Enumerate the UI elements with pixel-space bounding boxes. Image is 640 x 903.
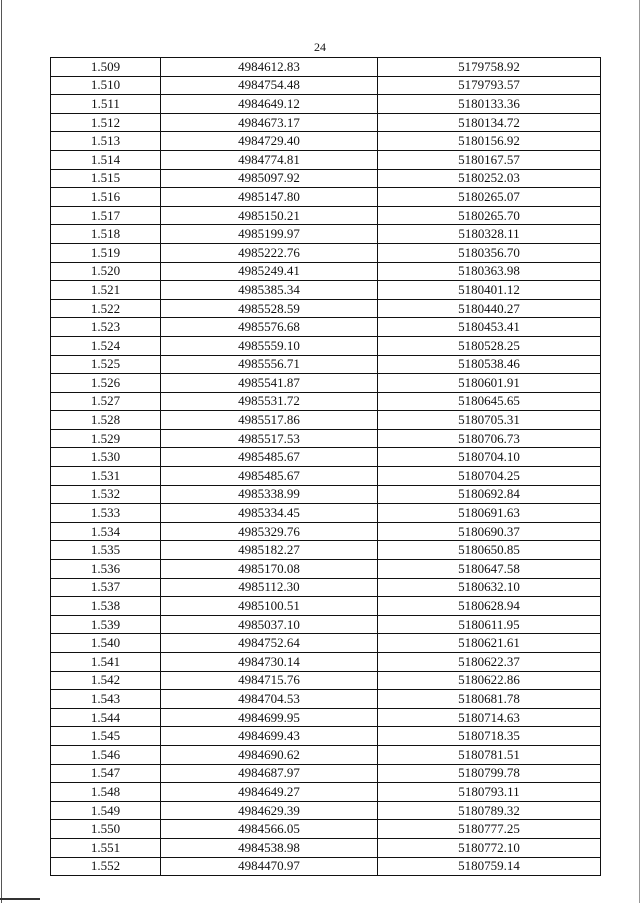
table-row [51, 560, 601, 579]
y-coordinate-cell: 5180265.07 [378, 188, 601, 207]
table-row [51, 727, 601, 746]
y-coordinate-cell: 5180622.37 [378, 653, 601, 672]
table-row [51, 429, 601, 448]
y-coordinate-cell: 5180134.72 [378, 113, 601, 132]
y-coordinate-cell: 5180647.58 [378, 560, 601, 579]
table-row [51, 615, 601, 634]
page-number: 24 [314, 40, 326, 54]
y-coordinate-cell: 5180401.12 [378, 281, 601, 300]
x-coordinate-cell: 4985222.76 [161, 243, 378, 262]
point-id-cell: 1.522 [51, 299, 161, 318]
table-row [51, 58, 601, 77]
point-id-cell: 1.525 [51, 355, 161, 374]
point-id-cell: 1.542 [51, 671, 161, 690]
y-coordinate-cell: 5180538.46 [378, 355, 601, 374]
x-coordinate-cell: 4985199.97 [161, 225, 378, 244]
point-id-cell: 1.533 [51, 504, 161, 523]
table-row [51, 411, 601, 430]
point-id-cell: 1.524 [51, 336, 161, 355]
x-coordinate-cell: 4984774.81 [161, 150, 378, 169]
point-id-cell: 1.516 [51, 188, 161, 207]
point-id-cell: 1.509 [51, 58, 161, 77]
x-coordinate-cell: 4985559.10 [161, 336, 378, 355]
y-coordinate-cell: 5180793.11 [378, 783, 601, 802]
table-row [51, 485, 601, 504]
point-id-cell: 1.515 [51, 169, 161, 188]
y-coordinate-cell: 5180645.65 [378, 392, 601, 411]
y-coordinate-cell: 5180528.25 [378, 336, 601, 355]
x-coordinate-cell: 4984538.98 [161, 838, 378, 857]
point-id-cell: 1.537 [51, 578, 161, 597]
table-row [51, 113, 601, 132]
coordinates-table [50, 57, 601, 876]
point-id-cell: 1.528 [51, 411, 161, 430]
point-id-cell: 1.521 [51, 281, 161, 300]
point-id-cell: 1.517 [51, 206, 161, 225]
point-id-cell: 1.541 [51, 653, 161, 672]
x-coordinate-cell: 4984673.17 [161, 113, 378, 132]
point-id-cell: 1.550 [51, 820, 161, 839]
y-coordinate-cell: 5180453.41 [378, 318, 601, 337]
table-row [51, 653, 601, 672]
point-id-cell: 1.534 [51, 522, 161, 541]
x-coordinate-cell: 4984690.62 [161, 745, 378, 764]
y-coordinate-cell: 5180328.11 [378, 225, 601, 244]
x-coordinate-cell: 4985556.71 [161, 355, 378, 374]
table-row [51, 820, 601, 839]
point-id-cell: 1.519 [51, 243, 161, 262]
x-coordinate-cell: 4984704.53 [161, 690, 378, 709]
point-id-cell: 1.540 [51, 634, 161, 653]
x-coordinate-cell: 4984729.40 [161, 132, 378, 151]
x-coordinate-cell: 4984730.14 [161, 653, 378, 672]
point-id-cell: 1.530 [51, 448, 161, 467]
y-coordinate-cell: 5179793.57 [378, 76, 601, 95]
x-coordinate-cell: 4985485.67 [161, 448, 378, 467]
y-coordinate-cell: 5180690.37 [378, 522, 601, 541]
point-id-cell: 1.536 [51, 560, 161, 579]
table-row [51, 150, 601, 169]
y-coordinate-cell: 5180650.85 [378, 541, 601, 560]
x-coordinate-cell: 4985576.68 [161, 318, 378, 337]
y-coordinate-cell: 5180628.94 [378, 597, 601, 616]
x-coordinate-cell: 4984566.05 [161, 820, 378, 839]
table-row [51, 448, 601, 467]
x-coordinate-cell: 4985037.10 [161, 615, 378, 634]
x-coordinate-cell: 4985249.41 [161, 262, 378, 281]
y-coordinate-cell: 5180363.98 [378, 262, 601, 281]
table-row [51, 764, 601, 783]
point-id-cell: 1.549 [51, 801, 161, 820]
point-id-cell: 1.535 [51, 541, 161, 560]
y-coordinate-cell: 5180265.70 [378, 206, 601, 225]
table-row [51, 708, 601, 727]
table-row [51, 169, 601, 188]
y-coordinate-cell: 5179758.92 [378, 58, 601, 77]
y-coordinate-cell: 5180156.92 [378, 132, 601, 151]
point-id-cell: 1.538 [51, 597, 161, 616]
point-id-cell: 1.518 [51, 225, 161, 244]
point-id-cell: 1.526 [51, 374, 161, 393]
point-id-cell: 1.531 [51, 467, 161, 486]
x-coordinate-cell: 4985112.30 [161, 578, 378, 597]
x-coordinate-cell: 4984612.83 [161, 58, 378, 77]
point-id-cell: 1.539 [51, 615, 161, 634]
table-row [51, 634, 601, 653]
table-row [51, 374, 601, 393]
x-coordinate-cell: 4984629.39 [161, 801, 378, 820]
y-coordinate-cell: 5180252.03 [378, 169, 601, 188]
table-row [51, 838, 601, 857]
x-coordinate-cell: 4984649.12 [161, 95, 378, 114]
y-coordinate-cell: 5180704.25 [378, 467, 601, 486]
y-coordinate-cell: 5180356.70 [378, 243, 601, 262]
point-id-cell: 1.546 [51, 745, 161, 764]
point-id-cell: 1.512 [51, 113, 161, 132]
x-coordinate-cell: 4985385.34 [161, 281, 378, 300]
table-row [51, 299, 601, 318]
x-coordinate-cell: 4984649.27 [161, 783, 378, 802]
x-coordinate-cell: 4984687.97 [161, 764, 378, 783]
y-coordinate-cell: 5180704.10 [378, 448, 601, 467]
y-coordinate-cell: 5180681.78 [378, 690, 601, 709]
table-row [51, 597, 601, 616]
x-coordinate-cell: 4985329.76 [161, 522, 378, 541]
table-row [51, 336, 601, 355]
x-coordinate-cell: 4984699.43 [161, 727, 378, 746]
y-coordinate-cell: 5180167.57 [378, 150, 601, 169]
table-row [51, 262, 601, 281]
y-coordinate-cell: 5180601.91 [378, 374, 601, 393]
table-row [51, 206, 601, 225]
y-coordinate-cell: 5180772.10 [378, 838, 601, 857]
point-id-cell: 1.514 [51, 150, 161, 169]
point-id-cell: 1.520 [51, 262, 161, 281]
table-row [51, 225, 601, 244]
point-id-cell: 1.544 [51, 708, 161, 727]
y-coordinate-cell: 5180781.51 [378, 745, 601, 764]
table-row [51, 578, 601, 597]
table-row [51, 783, 601, 802]
x-coordinate-cell: 4985541.87 [161, 374, 378, 393]
table-row [51, 355, 601, 374]
y-coordinate-cell: 5180133.36 [378, 95, 601, 114]
x-coordinate-cell: 4984754.48 [161, 76, 378, 95]
point-id-cell: 1.532 [51, 485, 161, 504]
x-coordinate-cell: 4985150.21 [161, 206, 378, 225]
table-row [51, 690, 601, 709]
table-row [51, 504, 601, 523]
table-row [51, 132, 601, 151]
x-coordinate-cell: 4985517.86 [161, 411, 378, 430]
point-id-cell: 1.543 [51, 690, 161, 709]
x-coordinate-cell: 4985147.80 [161, 188, 378, 207]
point-id-cell: 1.510 [51, 76, 161, 95]
y-coordinate-cell: 5180718.35 [378, 727, 601, 746]
y-coordinate-cell: 5180759.14 [378, 857, 601, 876]
table-row [51, 318, 601, 337]
coordinates-table-body [51, 58, 601, 876]
table-row [51, 541, 601, 560]
bottom-edge-mark [0, 898, 40, 900]
x-coordinate-cell: 4985334.45 [161, 504, 378, 523]
x-coordinate-cell: 4985182.27 [161, 541, 378, 560]
y-coordinate-cell: 5180691.63 [378, 504, 601, 523]
y-coordinate-cell: 5180611.95 [378, 615, 601, 634]
y-coordinate-cell: 5180621.61 [378, 634, 601, 653]
x-coordinate-cell: 4985338.99 [161, 485, 378, 504]
point-id-cell: 1.551 [51, 838, 161, 857]
point-id-cell: 1.548 [51, 783, 161, 802]
y-coordinate-cell: 5180632.10 [378, 578, 601, 597]
y-coordinate-cell: 5180440.27 [378, 299, 601, 318]
point-id-cell: 1.547 [51, 764, 161, 783]
table-row [51, 281, 601, 300]
x-coordinate-cell: 4985097.92 [161, 169, 378, 188]
table-row [51, 801, 601, 820]
table-row [51, 671, 601, 690]
x-coordinate-cell: 4984715.76 [161, 671, 378, 690]
y-coordinate-cell: 5180692.84 [378, 485, 601, 504]
point-id-cell: 1.523 [51, 318, 161, 337]
page-edge-left [1, 0, 2, 903]
point-id-cell: 1.529 [51, 429, 161, 448]
table-row [51, 857, 601, 876]
x-coordinate-cell: 4985528.59 [161, 299, 378, 318]
table-row [51, 745, 601, 764]
x-coordinate-cell: 4985485.67 [161, 467, 378, 486]
table-row [51, 392, 601, 411]
x-coordinate-cell: 4984470.97 [161, 857, 378, 876]
x-coordinate-cell: 4985517.53 [161, 429, 378, 448]
x-coordinate-cell: 4985170.08 [161, 560, 378, 579]
y-coordinate-cell: 5180799.78 [378, 764, 601, 783]
table-row [51, 467, 601, 486]
x-coordinate-cell: 4984699.95 [161, 708, 378, 727]
x-coordinate-cell: 4984752.64 [161, 634, 378, 653]
point-id-cell: 1.513 [51, 132, 161, 151]
y-coordinate-cell: 5180706.73 [378, 429, 601, 448]
point-id-cell: 1.552 [51, 857, 161, 876]
table-row [51, 522, 601, 541]
table-row [51, 243, 601, 262]
y-coordinate-cell: 5180705.31 [378, 411, 601, 430]
y-coordinate-cell: 5180777.25 [378, 820, 601, 839]
table-row [51, 188, 601, 207]
y-coordinate-cell: 5180789.32 [378, 801, 601, 820]
table-row [51, 76, 601, 95]
point-id-cell: 1.511 [51, 95, 161, 114]
table-row [51, 95, 601, 114]
point-id-cell: 1.527 [51, 392, 161, 411]
y-coordinate-cell: 5180714.63 [378, 708, 601, 727]
x-coordinate-cell: 4985100.51 [161, 597, 378, 616]
point-id-cell: 1.545 [51, 727, 161, 746]
y-coordinate-cell: 5180622.86 [378, 671, 601, 690]
x-coordinate-cell: 4985531.72 [161, 392, 378, 411]
